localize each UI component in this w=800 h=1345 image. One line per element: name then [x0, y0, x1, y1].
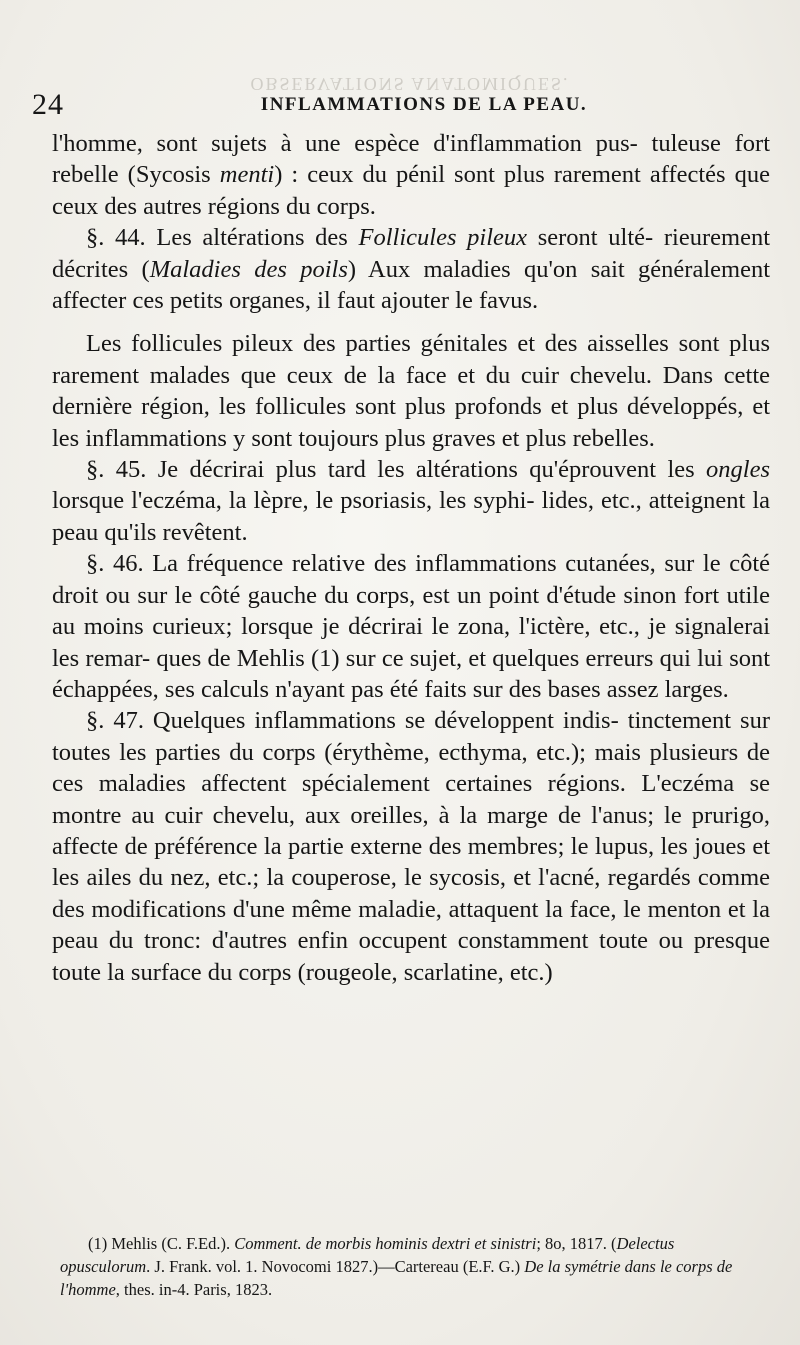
text-line: lorsque l'eczéma, la lèpre, le psoriasis, les syphi- [52, 487, 535, 515]
body-text [52, 128, 770, 988]
italic-term: menti [219, 161, 275, 189]
text-line: toujours plus graves et plus rebelles. [298, 424, 655, 452]
paragraph-section-45 [52, 454, 770, 548]
text-line: ecthyma, etc.); mais plusieurs de ces maladies affectent [52, 738, 771, 798]
text-line: profonds et plus développés, et les inflammations y sont [52, 393, 770, 452]
text-line: ) Aux maladies [347, 255, 511, 283]
text-line: seront ulté- [527, 224, 654, 252]
footnote-1 [60, 1232, 760, 1301]
running-title: INFLAMMATIONS DE LA PEAU. [260, 94, 588, 115]
text-line: chevelu, aux oreilles, à la marge de l'anus; le prurigo, affecte [52, 801, 770, 860]
text-line: chevelu. Dans cette dernière région, les follicules sont plus [52, 361, 771, 421]
footnote-text: ; 8o, 1817. [536, 1234, 607, 1253]
footnote-italic: De la symétrie dans le corps de l'homme [60, 1257, 733, 1299]
paragraph-section-47 [52, 705, 770, 988]
text-line: §. 44. Les altérations des [86, 224, 359, 252]
page-header [28, 86, 780, 126]
paragraph-follicules [52, 328, 770, 454]
text-line: ques de Mehlis (1) sur ce sujet, et quelques erreurs qui lui [156, 644, 723, 672]
text-line: sont échappées, ses calculs n'ayant pas été faits sur des [52, 644, 771, 703]
text-line: rieurement décrites ( [52, 224, 771, 283]
text-line: sont plus rarement malades que ceux de la face et du cuir [52, 330, 770, 389]
text-line: et l'acné, regardés comme des modifications d'une même [52, 864, 771, 923]
paragraph-section-46 [52, 548, 770, 705]
text-line: les [667, 456, 707, 484]
text-line: point d'étude sinon fort utile au moins curieux; lorsque [52, 581, 770, 641]
footnote-text: (1) Mehlis (C. F.Ed.). [88, 1234, 235, 1253]
text-line: tinctement sur toutes les parties du corps (érythème, [52, 707, 770, 766]
italic-term: Follicules pileux [358, 224, 528, 252]
text-line: sur le côté droit ou sur le côté gauche du corps, est un [52, 550, 770, 609]
footnote-text: , thes. in-4. Paris, 1823. [115, 1280, 273, 1299]
text-line: de préférence la partie externe des membres; le lupus, les [124, 832, 688, 860]
text-line: joues et les ailes du nez, etc.; la couperose, le sycosis, [52, 832, 771, 892]
text-line: d'autres enfin occupent constamment toute ou presque [211, 927, 771, 955]
paragraph-continuation [52, 128, 770, 222]
text-line: ajouter le favus. [381, 287, 539, 315]
footnotes [60, 1232, 760, 1301]
page-number: 24 [32, 88, 64, 121]
text-line: tuleuse fort rebelle (Sycosis [52, 130, 771, 189]
text-line: je décrirai le zona, l'ictère, etc., je signalerai les remar- [52, 613, 771, 672]
text-line: bases assez larges. [547, 675, 729, 703]
footnote-text: ( [611, 1234, 617, 1253]
text-line: toute la surface du corps (rougeole, scarlatine, etc.) [52, 958, 553, 986]
footnote-italic: Comment. de morbis hominis dextri et sinistri [234, 1234, 537, 1253]
italic-term: Maladies des poils [149, 255, 348, 283]
italic-term: ongles [706, 456, 771, 484]
show-through-text: OBSERVATIONS ANATOMIQUES. [250, 74, 570, 94]
text-line: §. 45. Je décrirai plus tard les altérations qu'éprouvent [86, 456, 657, 484]
text-line: plus rarement affectés que ceux des autres régions du corps. [52, 161, 770, 220]
footnote-italic: Delectus opusculorum [60, 1234, 675, 1276]
text-line: lides, etc., atteignent la peau qu'ils revêtent. [52, 487, 770, 546]
text-line: spécialement certaines régions. L'eczéma se montre au cuir [52, 770, 770, 829]
text-line: Les follicules pileux des parties génitales et des aisselles [86, 330, 669, 358]
text-line: ) : ceux du pénil sont [274, 161, 495, 189]
footnote-text: . J. Frank. vol. 1. Novocomi 1827.)—Cartereau (E.F. G.) [146, 1257, 521, 1276]
text-line: qu'on sait généralement affecter ces petits organes, il faut [52, 255, 771, 315]
text-line: §. 46. La fréquence relative des inflammations cutanées, [86, 550, 656, 578]
text-line: l'homme, sont sujets à une espèce d'inflammation pus- [52, 130, 638, 157]
text-line: maladie, attaquent la face, le menton et la peau du tronc: [52, 895, 770, 955]
text-line: §. 47. Quelques inflammations se développent indis- [86, 707, 619, 735]
paragraph-section-44 [52, 222, 770, 316]
